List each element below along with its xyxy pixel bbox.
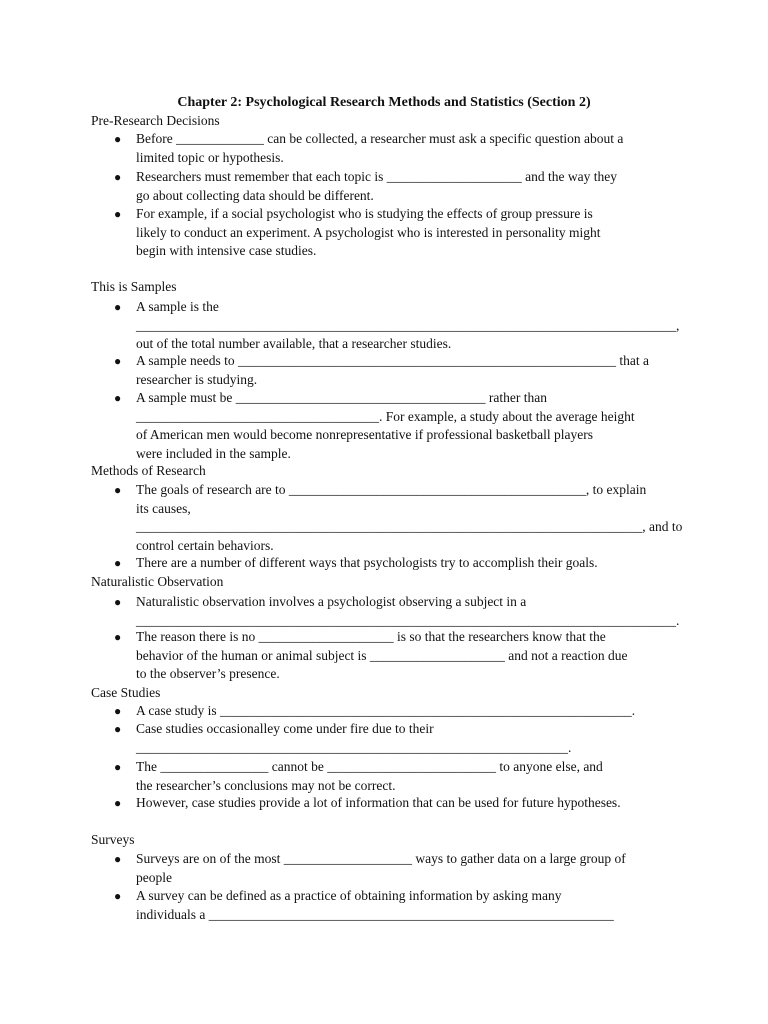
bullet-text-line: people [136,869,172,885]
section-heading: Pre-Research Decisions [91,113,220,128]
bullet-text-line: The ________________ cannot be _________________________ to anyone else, and [136,759,603,774]
bullet-text-line: researcher is studying. [136,371,258,387]
bullet-icon: ● [114,132,122,146]
bullet-text-line: ________________________________________________________________________________. [136,612,680,628]
bullet-text-line: The goals of research are to ____________________________________________, to explain [136,482,647,497]
bullet-icon: ● [114,722,122,736]
bullet-text-line: A sample needs to ________________________________________________________ that a [136,353,649,368]
bullet-icon: ● [114,796,122,810]
bullet-text-line: ____________________________________. For example, a study about the average height [136,408,635,424]
section-heading: Naturalistic Observation [91,574,224,589]
bullet-text-line: ________________________________________________________________. [136,739,572,755]
bullet-text-line: Case studies occasionalley come under fire due to their [136,721,434,736]
bullet-text-line: limited topic or hypothesis. [136,149,284,165]
bullet-icon: ● [114,391,122,405]
bullet-text-line: to the observer’s presence. [136,666,280,682]
bullet-icon: ● [114,595,122,609]
bullet-text-line: ________________________________________________________________________________, [136,317,680,333]
bullet-text-line: behavior of the human or animal subject is ____________________ and not a reaction due [136,647,628,663]
bullet-text-line: likely to conduct an experiment. A psychologist who is interested in personality might [136,224,601,240]
bullet-icon: ● [114,889,122,903]
bullet-icon: ● [114,556,122,570]
bullet-text-line: the researcher’s conclusions may not be correct. [136,777,396,793]
bullet-text-line: its causes, [136,500,191,516]
bullet-text-line: ___________________________________________________________________________, and to [136,519,683,535]
section-heading: Surveys [91,832,135,847]
bullet-icon: ● [114,300,122,314]
bullet-text-line: Surveys are on of the most ___________________ ways to gather data on a large group of [136,851,626,866]
bullet-text-line: Researchers must remember that each topic is ____________________ and the way they [136,169,617,184]
bullet-text-line: of American men would become nonrepresentative if professional basketball players [136,427,593,443]
bullet-icon: ● [114,760,122,774]
bullet-text-line: control certain behaviors. [136,537,274,553]
bullet-icon: ● [114,852,122,866]
bullet-text-line: A sample is the [136,299,219,314]
bullet-icon: ● [114,483,122,497]
section-heading: Case Studies [91,685,161,700]
bullet-text-line: However, case studies provide a lot of information that can be used for future hypotheses. [136,795,621,810]
bullet-icon: ● [114,207,122,221]
bullet-text-line: go about collecting data should be different. [136,187,374,203]
bullet-text-line: were included in the sample. [136,445,291,461]
bullet-icon: ● [114,704,122,718]
bullet-text-line: out of the total number available, that a researcher studies. [136,336,452,352]
bullet-text-line: A survey can be defined as a practice of obtaining information by asking many [136,888,562,903]
bullet-text-line: The reason there is no ____________________ is so that the researchers know that the [136,629,606,644]
bullet-icon: ● [114,170,122,184]
bullet-text-line: individuals a ____________________________________________________________ [136,906,614,922]
bullet-text-line: Naturalistic observation involves a psychologist observing a subject in a [136,594,527,609]
bullet-text-line: For example, if a social psychologist who is studying the effects of group pressure is [136,206,593,221]
bullet-icon: ● [114,630,122,644]
bullet-text-line: A case study is _____________________________________________________________. [136,703,636,718]
bullet-icon: ● [114,354,122,368]
document-title: Chapter 2: Psychological Research Methods and Statistics (Section 2) [177,95,591,110]
section-heading: Methods of Research [91,463,206,478]
section-heading: This is Samples [91,279,177,294]
bullet-text-line: begin with intensive case studies. [136,243,317,259]
bullet-text-line: There are a number of different ways that psychologists try to accomplish their goals. [136,555,598,570]
bullet-text-line: A sample must be _____________________________________ rather than [136,390,547,405]
bullet-text-line: Before _____________ can be collected, a researcher must ask a specific question about a [136,131,624,146]
